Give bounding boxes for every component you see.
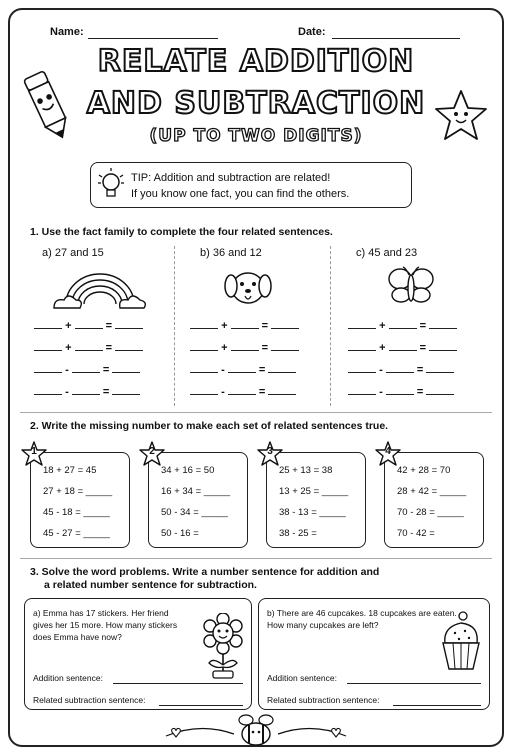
title-line-2: AND SUBTRACTION <box>86 86 426 121</box>
equals-sign: = <box>105 320 113 332</box>
equals-sign: = <box>105 342 113 354</box>
cupcake-icon <box>439 611 483 673</box>
star-badge-icon <box>21 441 47 467</box>
card-number: 1 <box>31 446 37 457</box>
fact-family-sentence <box>34 385 140 398</box>
word-problem-a <box>24 598 252 710</box>
card-line: 18 + 27 = 45 <box>43 465 97 476</box>
name-label: Name: <box>50 26 84 38</box>
answer-blank[interactable] <box>112 385 140 395</box>
addition-sentence-field[interactable] <box>347 683 481 684</box>
operator-sign: + <box>65 342 72 354</box>
missing-number-card-2 <box>148 446 248 548</box>
answer-blank[interactable] <box>389 341 417 351</box>
answer-blank[interactable] <box>271 341 299 351</box>
addition-sentence-label: Addition sentence: <box>33 673 103 683</box>
pencil-character-icon <box>18 64 78 144</box>
fact-family-sentence <box>190 385 296 398</box>
answer-blank[interactable] <box>115 319 143 329</box>
equals-sign: = <box>419 320 427 332</box>
answer-blank[interactable] <box>34 319 62 329</box>
card-line[interactable]: 27 + 18 = _____ <box>43 486 113 497</box>
tip-box <box>90 162 412 208</box>
card-line[interactable]: 16 + 34 = _____ <box>161 486 231 497</box>
section-divider <box>20 412 492 413</box>
puppy-icon <box>222 262 274 312</box>
section-3-heading-line-1: 3. Solve the word problems. Write a number sentence for addition and <box>30 566 380 578</box>
card-number: 2 <box>149 446 155 457</box>
section-3-heading-line-2: a related number sentence for subtraction. <box>44 579 257 591</box>
addition-sentence-label: Addition sentence: <box>267 673 337 683</box>
star-badge-icon <box>139 441 165 467</box>
missing-number-card-1 <box>30 446 130 548</box>
fact-family-sentence <box>34 341 143 354</box>
subtraction-sentence-field[interactable] <box>393 705 481 706</box>
equals-sign: = <box>419 342 427 354</box>
lightbulb-icon <box>97 167 125 203</box>
section-2-heading: 2. Write the missing number to make each set of related sentences true. <box>30 420 389 432</box>
fact-family-sentence <box>190 363 296 376</box>
fact-family-sentence <box>34 319 143 332</box>
operator-sign: - <box>65 364 69 376</box>
subtraction-sentence-label: Related subtraction sentence: <box>267 695 380 705</box>
equals-sign: = <box>261 342 269 354</box>
card-line[interactable]: 13 + 25 = _____ <box>279 486 349 497</box>
family-c-label: c) 45 and 23 <box>356 247 418 259</box>
section-1-heading: 1. Use the fact family to complete the four related sentences. <box>30 226 333 238</box>
equals-sign: = <box>416 386 424 398</box>
operator-sign: + <box>221 342 228 354</box>
column-divider <box>330 246 331 406</box>
fact-family-sentence <box>190 341 299 354</box>
answer-blank[interactable] <box>190 385 218 395</box>
answer-blank[interactable] <box>389 319 417 329</box>
fact-family-sentence <box>190 319 299 332</box>
column-divider <box>174 246 175 406</box>
answer-blank[interactable] <box>268 385 296 395</box>
answer-blank[interactable] <box>34 363 62 373</box>
card-line[interactable]: 45 - 27 = _____ <box>43 528 110 539</box>
answer-blank[interactable] <box>271 319 299 329</box>
answer-blank[interactable] <box>72 385 100 395</box>
card-line[interactable]: 50 - 34 = _____ <box>161 507 228 518</box>
card-line[interactable]: 70 - 42 = <box>397 528 435 539</box>
equals-sign: = <box>261 320 269 332</box>
fact-family-sentence <box>348 385 454 398</box>
operator-sign: - <box>221 386 225 398</box>
equals-sign: = <box>102 386 110 398</box>
answer-blank[interactable] <box>34 341 62 351</box>
answer-blank[interactable] <box>231 319 259 329</box>
tip-text <box>131 170 349 202</box>
fact-family-sentence <box>348 319 457 332</box>
card-line[interactable]: 45 - 18 = _____ <box>43 507 110 518</box>
answer-blank[interactable] <box>426 385 454 395</box>
answer-blank[interactable] <box>190 319 218 329</box>
answer-blank[interactable] <box>268 363 296 373</box>
card-number: 3 <box>267 446 273 457</box>
addition-sentence-field[interactable] <box>113 683 243 684</box>
family-b-label: b) 36 and 12 <box>200 247 262 259</box>
answer-blank[interactable] <box>348 319 376 329</box>
operator-sign: - <box>379 364 383 376</box>
card-line: 42 + 28 = 70 <box>397 465 451 476</box>
problem-text: b) There are 46 cupcakes. 18 cupcakes are eaten. How many cupcakes are left? <box>267 608 457 630</box>
date-label: Date: <box>298 26 326 38</box>
star-badge-icon <box>375 441 401 467</box>
operator-sign: + <box>65 320 72 332</box>
answer-blank[interactable] <box>34 385 62 395</box>
operator-sign: - <box>379 386 383 398</box>
star-badge-icon <box>257 441 283 467</box>
problem-text: a) Emma has 17 stickers. Her friend gives her 15 more. How many stickers does Emma have now? <box>33 608 178 642</box>
answer-blank[interactable] <box>426 363 454 373</box>
missing-number-card-3 <box>266 446 366 548</box>
title-line-1: RELATE ADDITION <box>97 44 415 79</box>
subtraction-sentence-field[interactable] <box>159 705 243 706</box>
equals-sign: = <box>102 364 110 376</box>
name-field[interactable] <box>88 38 218 39</box>
flower-icon <box>201 613 245 679</box>
bee-garland-icon <box>160 712 352 748</box>
operator-sign: + <box>379 342 386 354</box>
answer-blank[interactable] <box>348 385 376 395</box>
card-number: 4 <box>385 446 391 457</box>
operator-sign: - <box>65 386 69 398</box>
answer-blank[interactable] <box>386 385 414 395</box>
answer-blank[interactable] <box>72 363 100 373</box>
answer-blank[interactable] <box>231 341 259 351</box>
operator-sign: + <box>221 320 228 332</box>
card-line[interactable]: 28 + 42 = _____ <box>397 486 467 497</box>
subtraction-sentence-label: Related subtraction sentence: <box>33 695 146 705</box>
answer-blank[interactable] <box>75 319 103 329</box>
tip-line-2: If you know one fact, you can find the others. <box>131 188 350 200</box>
answer-blank[interactable] <box>348 363 376 373</box>
card-line: 25 + 13 = 38 <box>279 465 333 476</box>
operator-sign: - <box>221 364 225 376</box>
equals-sign: = <box>258 386 266 398</box>
missing-number-card-4 <box>384 446 484 548</box>
section-divider <box>20 558 492 559</box>
tip-line-1: TIP: Addition and subtraction are related! <box>131 172 331 184</box>
answer-blank[interactable] <box>348 341 376 351</box>
answer-blank[interactable] <box>75 341 103 351</box>
answer-blank[interactable] <box>429 319 457 329</box>
answer-blank[interactable] <box>228 385 256 395</box>
butterfly-icon <box>386 264 436 308</box>
operator-sign: + <box>379 320 386 332</box>
answer-blank[interactable] <box>190 363 218 373</box>
card-line[interactable]: 70 - 28 = _____ <box>397 507 464 518</box>
answer-blank[interactable] <box>429 341 457 351</box>
answer-blank[interactable] <box>112 363 140 373</box>
card-line[interactable]: 50 - 16 = <box>161 528 199 539</box>
answer-blank[interactable] <box>386 363 414 373</box>
fact-family-sentence <box>34 363 140 376</box>
equals-sign: = <box>258 364 266 376</box>
fact-family-sentence <box>348 341 457 354</box>
card-line: 34 + 16 = 50 <box>161 465 215 476</box>
rainbow-icon <box>52 264 148 312</box>
word-problem-b <box>258 598 490 710</box>
answer-blank[interactable] <box>190 341 218 351</box>
title-line-3: (UP TO TWO DIGITS) <box>149 126 363 146</box>
date-field[interactable] <box>332 38 460 39</box>
fact-family-sentence <box>348 363 454 376</box>
family-a-label: a) 27 and 15 <box>42 247 104 259</box>
answer-blank[interactable] <box>228 363 256 373</box>
star-character-icon <box>432 88 490 144</box>
card-line[interactable]: 38 - 25 = <box>279 528 317 539</box>
equals-sign: = <box>416 364 424 376</box>
card-line[interactable]: 38 - 13 = _____ <box>279 507 346 518</box>
answer-blank[interactable] <box>115 341 143 351</box>
